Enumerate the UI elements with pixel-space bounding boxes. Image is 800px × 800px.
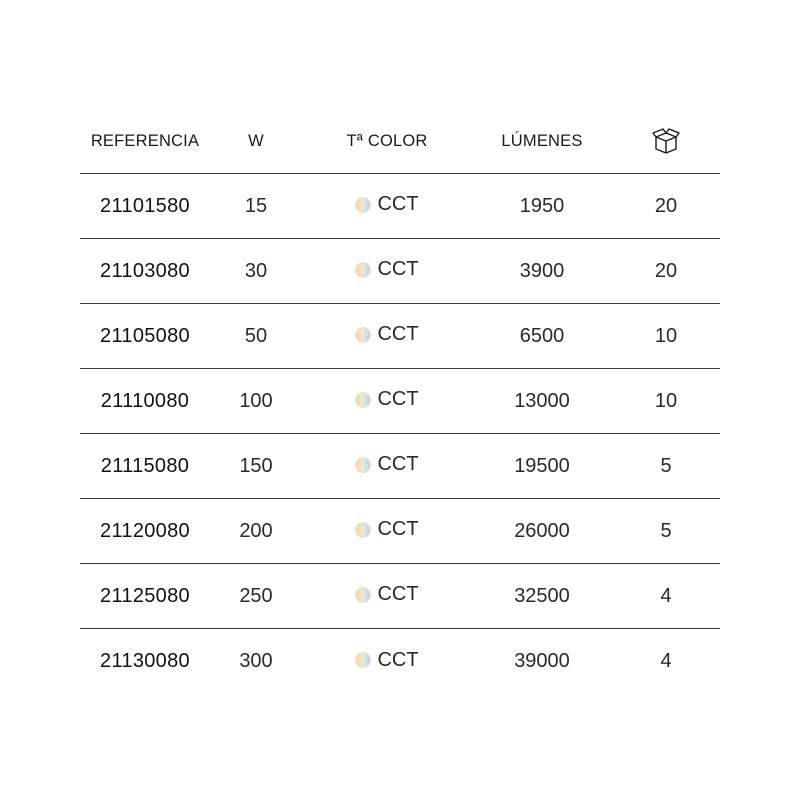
- row-box-qty: 10: [654, 389, 678, 412]
- row-color-temp: [302, 258, 472, 284]
- row-lumens: 32500: [514, 584, 570, 607]
- row-lumens: 1950: [519, 194, 565, 217]
- color-temp-wrap: [355, 583, 418, 606]
- row-box-qty: 5: [660, 519, 672, 542]
- table-row: [80, 369, 720, 434]
- color-temp-wrap: [355, 193, 418, 216]
- header-w: W: [248, 132, 264, 150]
- row-box-qty: 10: [654, 324, 678, 347]
- cct-icon: [355, 262, 371, 278]
- cct-icon: [355, 392, 371, 408]
- box-icon: [651, 127, 681, 157]
- row-watts: 150: [239, 454, 273, 477]
- color-temp-wrap: [355, 518, 418, 541]
- row-referencia: 21105080: [100, 324, 190, 347]
- color-temp-wrap: [355, 453, 418, 476]
- header-referencia: REFERENCIA: [90, 132, 200, 150]
- row-box-qty: 20: [654, 194, 678, 217]
- table-row: [80, 174, 720, 239]
- row-referencia: 21125080: [100, 584, 190, 607]
- cct-icon: [355, 652, 371, 668]
- header-color: Tª COLOR: [346, 132, 428, 150]
- row-referencia: 21115080: [100, 454, 190, 477]
- color-temp-wrap: [355, 388, 418, 411]
- table-row: [80, 564, 720, 629]
- row-color-label: CCT: [377, 518, 419, 541]
- cct-icon: [355, 327, 371, 343]
- row-box-qty: 4: [660, 584, 672, 607]
- table-row: [80, 304, 720, 369]
- row-watts: 250: [239, 584, 273, 607]
- table-row: [80, 239, 720, 304]
- row-color-temp: [302, 518, 472, 544]
- color-temp-wrap: [355, 323, 418, 346]
- row-watts: 15: [244, 194, 268, 217]
- row-box-qty: 4: [660, 650, 672, 672]
- row-lumens: 39000: [514, 650, 570, 672]
- row-color-temp: [302, 323, 472, 349]
- row-lumens: 6500: [519, 324, 565, 347]
- header-lumenes: LÚMENES: [501, 132, 583, 150]
- row-watts: 50: [244, 324, 268, 347]
- table-row: [80, 499, 720, 564]
- row-lumens: 19500: [514, 454, 570, 477]
- cct-icon: [355, 587, 371, 603]
- color-temp-wrap: [355, 649, 418, 672]
- row-color-label: CCT: [377, 388, 419, 411]
- row-watts: 30: [244, 259, 268, 282]
- row-color-temp: [302, 193, 472, 219]
- row-referencia: 21130080: [100, 650, 190, 672]
- row-color-label: CCT: [377, 323, 419, 346]
- cct-icon: [355, 457, 371, 473]
- row-lumens: 3900: [519, 259, 565, 282]
- row-color-temp: [302, 583, 472, 609]
- header-box: [612, 127, 720, 157]
- row-lumens: 26000: [514, 519, 570, 542]
- row-color-temp: [302, 453, 472, 479]
- cct-icon: [355, 197, 371, 213]
- row-color-label: CCT: [377, 258, 419, 281]
- row-referencia: 21120080: [100, 519, 190, 542]
- row-referencia: 21101580: [100, 194, 190, 217]
- row-referencia: 21110080: [100, 389, 190, 412]
- row-color-label: CCT: [377, 193, 419, 216]
- product-spec-table: [80, 110, 720, 694]
- cct-icon: [355, 522, 371, 538]
- row-watts: 200: [239, 519, 273, 542]
- color-temp-wrap: [355, 258, 418, 281]
- row-color-temp: [302, 649, 472, 675]
- row-color-label: CCT: [377, 648, 419, 671]
- table-row: [80, 629, 720, 694]
- row-color-temp: [302, 388, 472, 414]
- row-box-qty: 5: [660, 454, 672, 477]
- row-referencia: 21103080: [100, 259, 190, 282]
- row-lumens: 13000: [514, 389, 570, 412]
- row-box-qty: 20: [654, 259, 678, 282]
- table-header-row: [80, 110, 720, 174]
- row-color-label: CCT: [377, 583, 419, 606]
- row-watts: 300: [239, 650, 273, 672]
- row-watts: 100: [239, 389, 273, 412]
- row-color-label: CCT: [377, 453, 419, 476]
- table-row: [80, 434, 720, 499]
